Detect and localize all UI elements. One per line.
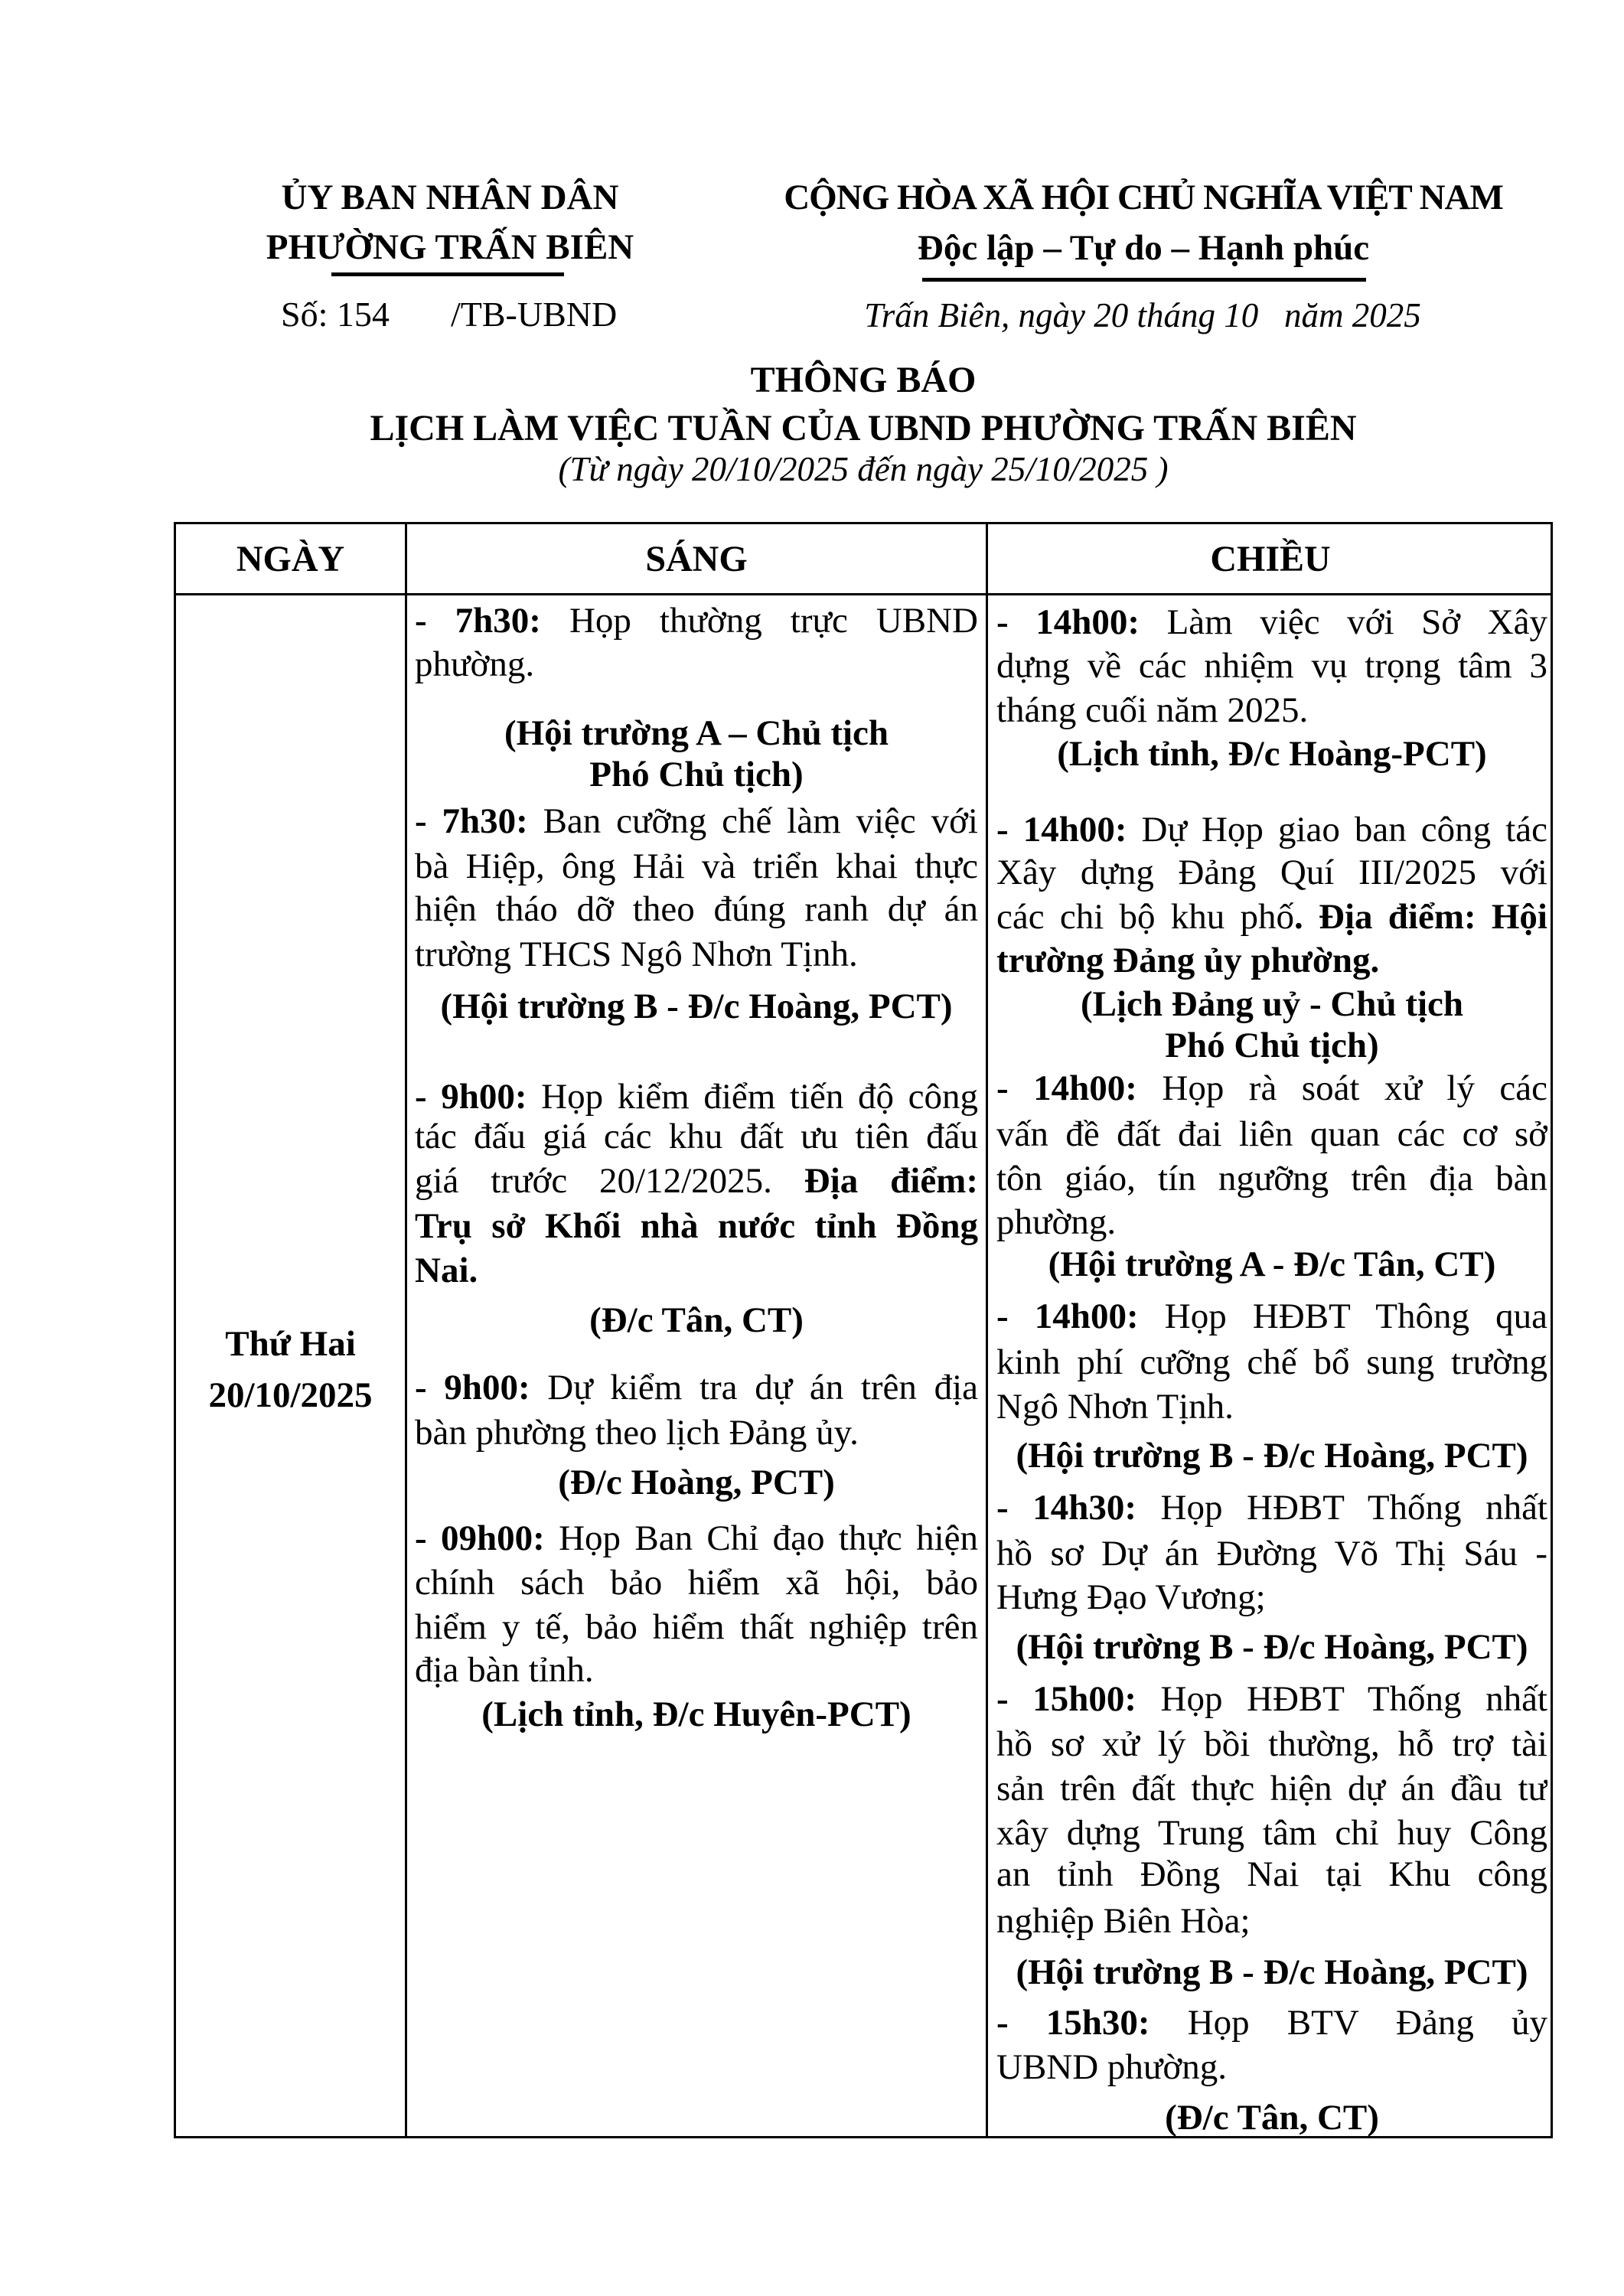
bold-text: - 14h00:	[996, 1296, 1139, 1336]
morning-schedule-line	[415, 1649, 978, 1691]
morning-schedule-line	[415, 888, 978, 931]
morning-schedule-line	[415, 1366, 978, 1409]
afternoon-schedule-line	[996, 1900, 1547, 1942]
text: các chi bộ khu phố	[996, 897, 1295, 937]
bold-text: (Hội trường A – Chủ tịch	[504, 713, 889, 753]
document-type: THÔNG BÁO	[750, 360, 977, 400]
bold-text: - 14h00:	[996, 1068, 1137, 1108]
text: Ngô Nhơn Tịnh.	[996, 1387, 1234, 1427]
bold-text: - 7h30:	[415, 801, 528, 841]
text: Ban cưỡng chế làm việc với	[527, 801, 978, 841]
afternoon-schedule-line	[996, 732, 1547, 775]
morning-schedule-line	[415, 845, 978, 888]
text: vấn đề đất đai liên quan các cơ sở	[996, 1114, 1547, 1154]
morning-schedule-line	[415, 599, 978, 642]
afternoon-schedule-line	[996, 1486, 1547, 1529]
bold-text: (Hội trường B - Đ/c Hoàng, PCT)	[1016, 1952, 1528, 1992]
text: an tỉnh Đồng Nai tại Khu công	[996, 1854, 1547, 1894]
afternoon-schedule-line	[996, 1532, 1547, 1575]
morning-schedule-line	[415, 985, 978, 1028]
afternoon-schedule-line	[996, 1157, 1547, 1200]
document-number-suffix: /TB-UBND	[451, 295, 618, 334]
bold-text: Nai.	[415, 1251, 478, 1290]
text: địa bàn tỉnh.	[415, 1650, 594, 1690]
text: Họp kiểm điểm tiến độ công	[527, 1077, 978, 1117]
morning-schedule-line	[415, 1606, 978, 1649]
text: Họp Ban Chỉ đạo thực hiện	[544, 1518, 978, 1558]
text: Hưng Đạo Vương;	[996, 1577, 1266, 1617]
bold-text: Phó Chủ tịch)	[589, 755, 804, 794]
afternoon-schedule-line	[996, 1243, 1547, 1286]
text: bà Hiệp, ông Hải và triển khai thực	[415, 846, 978, 886]
motto-underline	[922, 278, 1366, 282]
text: sản trên đất thực hiện dự án đầu tư	[996, 1769, 1547, 1808]
afternoon-schedule-line	[996, 2001, 1547, 2044]
bold-text: (Đ/c Hoàng, PCT)	[558, 1463, 835, 1502]
bold-text: (Hội trường B - Đ/c Hoàng, PCT)	[440, 987, 953, 1026]
afternoon-cell	[996, 524, 1547, 2136]
afternoon-schedule-line	[996, 939, 1547, 982]
afternoon-schedule-line	[996, 1341, 1547, 1384]
text: Họp HĐBT Thống nhất	[1136, 1488, 1547, 1528]
document-number: Số: 154	[281, 295, 390, 334]
morning-schedule-line	[415, 1693, 978, 1736]
bold-text: (Hội trường B - Đ/c Hoàng, PCT)	[1016, 1627, 1528, 1667]
afternoon-schedule-line	[996, 1201, 1547, 1244]
day-name: Thứ Hai	[225, 1324, 356, 1364]
text: dựng về các nhiệm vụ trọng tâm 3	[996, 646, 1547, 686]
text: kinh phí cưỡng chế bổ sung trường	[996, 1342, 1547, 1382]
text: tôn giáo, tín ngưỡng trên địa bàn	[996, 1159, 1547, 1199]
afternoon-schedule-line	[996, 1853, 1547, 1896]
afternoon-schedule-line	[996, 1295, 1547, 1338]
text: tháng cuối năm 2025.	[996, 690, 1309, 730]
bold-text: - 14h00:	[996, 810, 1127, 850]
bold-text: trường Đảng ủy phường.	[996, 941, 1380, 980]
text: tác đấu giá các khu đất ưu tiên đấu	[415, 1117, 978, 1156]
bold-text: Trụ sở Khối nhà nước tỉnh Đồng	[415, 1206, 978, 1246]
bold-text: (Đ/c Tân, CT)	[1165, 2098, 1379, 2138]
bold-text: - 9h00:	[415, 1077, 527, 1117]
morning-schedule-line	[415, 1299, 978, 1342]
morning-schedule-line	[415, 1075, 978, 1118]
text: Dự Họp giao ban công tác	[1127, 810, 1547, 850]
text: Họp BTV Đảng ủy	[1150, 2003, 1547, 2043]
agency-name: ỦY BAN NHÂN DÂN	[281, 178, 619, 217]
afternoon-schedule-line	[996, 1767, 1547, 1810]
text: Xây dựng Đảng Quí III/2025 với	[996, 853, 1547, 892]
afternoon-schedule-line	[996, 1678, 1547, 1720]
bold-text: (Hội trường A - Đ/c Tân, CT)	[1048, 1244, 1496, 1284]
text: hồ sơ Dự án Đường Võ Thị Sáu -	[996, 1534, 1547, 1574]
column-header-day: NGÀY	[236, 538, 345, 579]
agency-underline	[331, 272, 564, 276]
document-title: LỊCH LÀM VIỆC TUẦN CỦA UBND PHƯỜNG TRẤN BIÊN	[370, 408, 1357, 448]
morning-schedule-line	[415, 712, 978, 755]
afternoon-schedule-line	[996, 2096, 1547, 2139]
date-range: (Từ ngày 20/10/2025 đến ngày 25/10/2025 )	[558, 450, 1169, 488]
morning-schedule-line	[415, 1517, 978, 1560]
column-header-afternoon: CHIỀU	[1210, 538, 1331, 579]
bold-text: (Đ/c Tân, CT)	[589, 1300, 804, 1340]
bold-text: (Hội trường B - Đ/c Hoàng, PCT)	[1016, 1436, 1528, 1476]
afternoon-schedule-line	[996, 1113, 1547, 1156]
morning-schedule-line	[415, 1561, 978, 1604]
day-date: 20/10/2025	[208, 1375, 373, 1415]
afternoon-schedule-line	[996, 1434, 1547, 1477]
afternoon-schedule-line	[996, 851, 1547, 894]
afternoon-schedule-line	[996, 1576, 1547, 1619]
bold-text: (Lịch tỉnh, Đ/c Huyên-PCT)	[481, 1694, 911, 1734]
afternoon-schedule-line	[996, 895, 1547, 938]
bold-text: (Lịch tỉnh, Đ/c Hoàng-PCT)	[1057, 734, 1487, 774]
afternoon-schedule-line	[996, 689, 1547, 732]
bold-text: Phó Chủ tịch)	[1165, 1026, 1379, 1065]
morning-schedule-line	[415, 1205, 978, 1247]
morning-schedule-line	[415, 643, 978, 686]
afternoon-schedule-line	[996, 1385, 1547, 1428]
text: Họp HĐBT Thống nhất	[1136, 1679, 1547, 1719]
morning-schedule-line	[415, 1249, 978, 1292]
afternoon-schedule-line	[996, 1626, 1547, 1668]
text: Họp HĐBT Thông qua	[1138, 1296, 1547, 1336]
text: xây dựng Trung tâm chỉ huy Công	[996, 1813, 1547, 1853]
schedule-table	[174, 522, 1553, 2138]
day-cell	[176, 524, 405, 2136]
bold-text: Địa điểm:	[804, 1161, 978, 1201]
place-date: Trấn Biên, ngày 20 tháng 10 năm 2025	[864, 296, 1421, 334]
morning-schedule-line	[415, 800, 978, 843]
column-divider	[986, 524, 988, 2136]
bold-text: - 9h00:	[415, 1368, 530, 1407]
bold-text: - 14h30:	[996, 1488, 1136, 1528]
text: giá trước 20/12/2025.	[415, 1161, 804, 1201]
afternoon-schedule-line	[996, 1812, 1547, 1854]
column-header-morning: SÁNG	[645, 538, 748, 579]
morning-schedule-line	[415, 1411, 978, 1454]
text: bàn phường theo lịch Đảng ủy.	[415, 1413, 859, 1453]
text: hiện tháo dỡ theo đúng ranh dự án	[415, 889, 978, 929]
text: nghiệp Biên Hòa;	[996, 1901, 1251, 1941]
morning-schedule-line	[415, 1115, 978, 1158]
morning-cell	[415, 524, 978, 2136]
text: Dự kiểm tra dự án trên địa	[530, 1368, 978, 1407]
morning-schedule-line	[415, 1159, 978, 1202]
morning-schedule-line	[415, 753, 978, 796]
bold-text: - 09h00:	[415, 1518, 545, 1558]
text: chính sách bảo hiểm xã hội, bảo	[415, 1563, 978, 1603]
bold-text: . Địa điểm: Hội	[1294, 897, 1547, 937]
bold-text: - 15h00:	[996, 1679, 1136, 1719]
text: Làm việc với Sở Xây	[1140, 602, 1547, 642]
text: hồ sơ xử lý bồi thường, hỗ trợ tài	[996, 1724, 1547, 1764]
national-motto: Độc lập – Tự do – Hạnh phúc	[917, 228, 1370, 268]
afternoon-schedule-line	[996, 644, 1547, 687]
text: phường.	[996, 1202, 1117, 1242]
text: trường THCS Ngô Nhơn Tịnh.	[415, 934, 858, 974]
bold-text: - 14h00:	[996, 602, 1140, 642]
text: phường.	[415, 644, 535, 684]
afternoon-schedule-line	[996, 2046, 1547, 2089]
ward-name: PHƯỜNG TRẤN BIÊN	[266, 227, 634, 267]
morning-schedule-line	[415, 933, 978, 976]
afternoon-schedule-line	[996, 1067, 1547, 1110]
afternoon-schedule-line	[996, 601, 1547, 644]
text: Họp thường trực UBND	[540, 601, 978, 641]
text: hiểm y tế, bảo hiểm thất nghiệp trên	[415, 1607, 978, 1647]
morning-schedule-line	[415, 1461, 978, 1504]
afternoon-schedule-line	[996, 1723, 1547, 1766]
afternoon-schedule-line	[996, 1951, 1547, 1994]
bold-text: - 7h30:	[415, 601, 541, 641]
national-title: CỘNG HÒA XÃ HỘI CHỦ NGHĨA VIỆT NAM	[784, 178, 1503, 217]
afternoon-schedule-line	[996, 983, 1547, 1026]
text: UBND phường.	[996, 2047, 1228, 2087]
afternoon-schedule-line	[996, 1024, 1547, 1067]
bold-text: (Lịch Đảng uỷ - Chủ tịch	[1080, 984, 1464, 1024]
bold-text: - 15h30:	[996, 2003, 1150, 2043]
afternoon-schedule-line	[996, 808, 1547, 851]
column-divider	[405, 524, 407, 2136]
text: Họp rà soát xử lý các	[1136, 1068, 1547, 1108]
